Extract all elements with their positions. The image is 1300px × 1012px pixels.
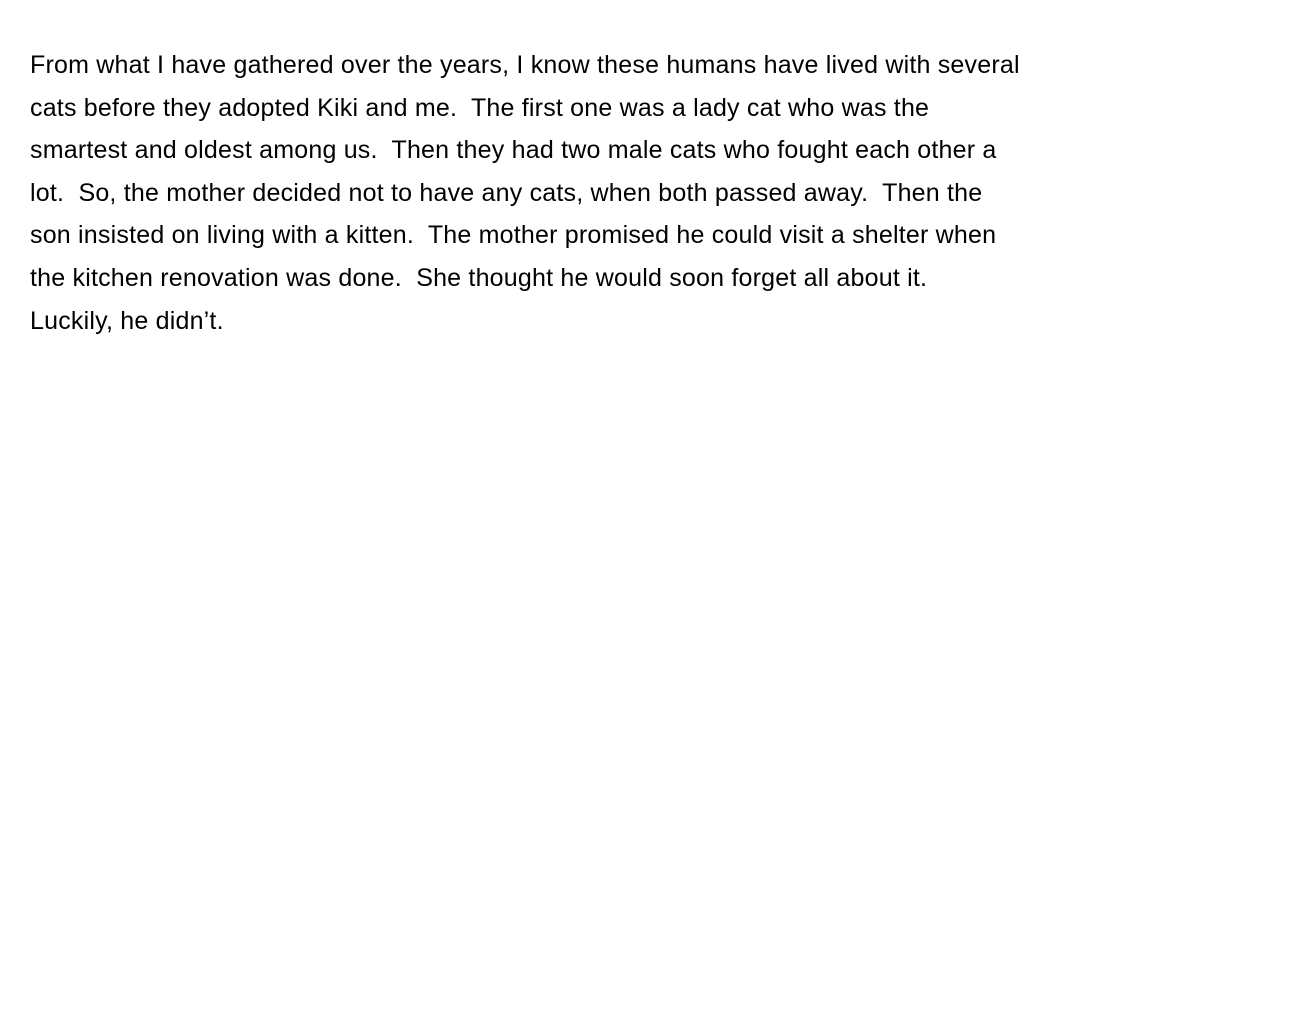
text-line: From what I have gathered over the years, I know these humans have lived with several: [30, 51, 1020, 79]
text-line: lot. So, the mother decided not to have any cats, when both passed away. Then the: [30, 178, 983, 207]
text-line: cats before they adopted Kiki and me. The first one was a lady cat who was the: [30, 93, 930, 122]
text-line: Luckily, he didn’t.: [30, 306, 224, 335]
text-line: the kitchen renovation was done. She thought he would soon forget all about it.: [30, 263, 928, 292]
paragraph: [30, 44, 1272, 342]
text-line: smartest and oldest among us. Then they had two male cats who fought each other a: [30, 136, 997, 165]
text-line: son insisted on living with a kitten. The mother promised he could visit a shelter when: [30, 221, 997, 250]
